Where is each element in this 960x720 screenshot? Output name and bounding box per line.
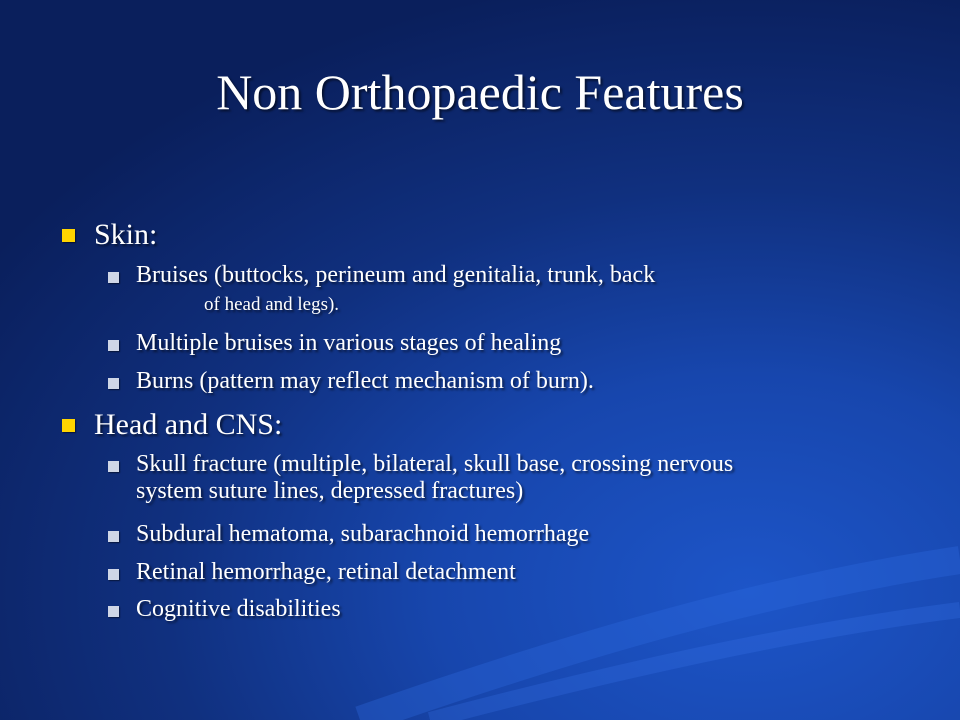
section-heading-skin: Skin: (94, 218, 158, 251)
list-item-retinal-hemorrhage: Retinal hemorrhage, retinal detachment (136, 559, 516, 585)
bullet-square-icon (108, 606, 119, 617)
bullet-square-icon (108, 461, 119, 472)
list-item-skull-fracture-continuation: system suture lines, depressed fractures) (136, 478, 524, 504)
list-item-bruises-continuation: of head and legs). (204, 294, 340, 315)
bullet-square-icon (108, 531, 119, 542)
bullet-square-icon (62, 419, 75, 432)
bullet-square-icon (108, 340, 119, 351)
list-item-subdural-hematoma: Subdural hematoma, subarachnoid hemorrhage (136, 521, 590, 547)
slide-title: Non Orthopaedic Features (216, 64, 744, 120)
bullet-square-icon (108, 272, 119, 283)
bullet-square-icon (108, 378, 119, 389)
list-item-cognitive-disabilities: Cognitive disabilities (136, 596, 341, 622)
list-item-skull-fracture: Skull fracture (multiple, bilateral, skull base, crossing nervous (136, 451, 734, 477)
bullet-square-icon (108, 569, 119, 580)
bullet-square-icon (62, 229, 75, 242)
list-item-burns: Burns (pattern may reflect mechanism of burn). (136, 368, 594, 394)
section-heading-head-cns: Head and CNS: (94, 408, 283, 441)
list-item-multiple-bruises: Multiple bruises in various stages of healing (136, 330, 562, 356)
list-item-bruises: Bruises (buttocks, perineum and genitalia, trunk, back (136, 262, 656, 288)
